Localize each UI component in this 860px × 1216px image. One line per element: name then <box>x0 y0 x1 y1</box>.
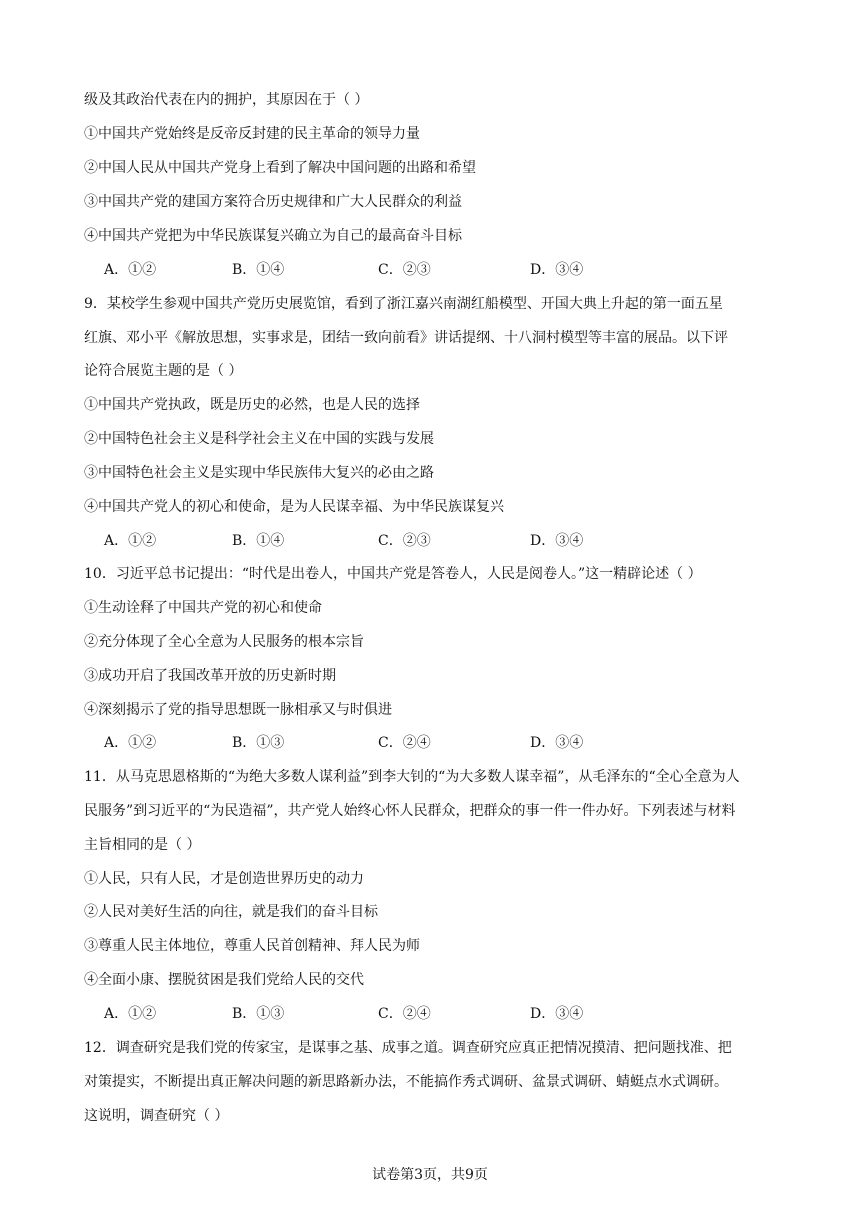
q10-option-b[interactable]: B．①③ <box>232 735 285 751</box>
q11-item-4: ④全面小康、摆脱贫困是我们党给人民的交代 <box>84 972 364 988</box>
q8-option-a[interactable]: A．①② <box>104 262 157 278</box>
q10-option-d[interactable]: D．③④ <box>530 735 584 751</box>
q11-option-c[interactable]: C．②④ <box>378 1006 431 1022</box>
q12-stem-line-1: 12．调查研究是我们党的传家宝，是谋事之基、成事之道。调查研究应真正把情况摸清、把问题找准、把 <box>84 1040 732 1056</box>
q10-stem-line-1: 10．习近平总书记提出：“时代是出卷人，中国共产党是答卷人，人民是阅卷人。”这一精辟论述（ ） <box>84 566 702 582</box>
q8-item-3: ③中国共产党的建国方案符合历史规律和广大人民群众的利益 <box>84 194 462 210</box>
q11-item-1: ①人民，只有人民，才是创造世界历史的动力 <box>84 871 364 887</box>
q10-item-3: ③成功开启了我国改革开放的历史新时期 <box>84 668 336 684</box>
q9-stem-line-2: 红旗、邓小平《解放思想，实事求是，团结一致向前看》讲话提纲、十八洞村模型等丰富的展品。以下评 <box>84 330 728 346</box>
q8-item-2: ②中国人民从中国共产党身上看到了解决中国问题的出路和希望 <box>84 160 476 176</box>
q10-item-4: ④深刻揭示了党的指导思想既一脉相承又与时俱进 <box>84 702 392 718</box>
page-footer: 试卷第3页，共9页 <box>372 1167 488 1183</box>
q11-stem-line-3: 主旨相同的是（ ） <box>84 837 201 853</box>
q8-item-1: ①中国共产党始终是反帝反封建的民主革命的领导力量 <box>84 126 420 142</box>
q9-stem-line-3: 论符合展览主题的是（ ） <box>84 363 243 379</box>
q9-option-c[interactable]: C．②③ <box>378 533 431 549</box>
q9-item-1: ①中国共产党执政，既是历史的必然，也是人民的选择 <box>84 397 420 413</box>
q8-item-4: ④中国共产党把为中华民族谋复兴确立为自己的最高奋斗目标 <box>84 228 462 244</box>
q8-stem-end: 级及其政治代表在内的拥护，其原因在于（ ） <box>84 92 369 108</box>
q10-item-1: ①生动诠释了中国共产党的初心和使命 <box>84 600 322 616</box>
q8-option-d[interactable]: D．③④ <box>530 262 584 278</box>
q11-option-d[interactable]: D．③④ <box>530 1006 584 1022</box>
q11-item-3: ③尊重人民主体地位，尊重人民首创精神、拜人民为师 <box>84 938 420 954</box>
q10-item-2: ②充分体现了全心全意为人民服务的根本宗旨 <box>84 634 364 650</box>
q10-option-c[interactable]: C．②④ <box>378 735 431 751</box>
q9-item-3: ③中国特色社会主义是实现中华民族伟大复兴的必由之路 <box>84 465 434 481</box>
q11-option-b[interactable]: B．①③ <box>232 1006 285 1022</box>
q12-stem-line-2: 对策提实，不断提出真正解决问题的新思路新办法，不能搞作秀式调研、盆景式调研、蜻蜓点水式调研。 <box>84 1074 728 1090</box>
q11-option-a[interactable]: A．①② <box>104 1006 157 1022</box>
q8-option-b[interactable]: B．①④ <box>232 262 285 278</box>
q11-stem-line-1: 11．从马克思恩格斯的“为绝大多数人谋利益”到李大钊的“为大多数人谋幸福”，从毛泽东的“全心全意为人 <box>84 769 740 785</box>
q12-stem-line-3: 这说明，调查研究（ ） <box>84 1108 229 1124</box>
q10-option-a[interactable]: A．①② <box>104 735 157 751</box>
q9-item-2: ②中国特色社会主义是科学社会主义在中国的实践与发展 <box>84 431 434 447</box>
q9-item-4: ④中国共产党人的初心和使命，是为人民谋幸福、为中华民族谋复兴 <box>84 499 504 515</box>
q11-stem-line-2: 民服务”到习近平的“为民造福”，共产党人始终心怀人民群众，把群众的事一件一件办好。下列表述与材料 <box>84 803 736 819</box>
q9-option-b[interactable]: B．①④ <box>232 533 285 549</box>
q9-option-a[interactable]: A．①② <box>104 533 157 549</box>
q11-item-2: ②人民对美好生活的向往，就是我们的奋斗目标 <box>84 904 378 920</box>
q8-option-c[interactable]: C．②③ <box>378 262 431 278</box>
q9-stem-line-1: 9．某校学生参观中国共产党历史展览馆，看到了浙江嘉兴南湖红船模型、开国大典上升起的第一面五星 <box>84 296 723 312</box>
q9-option-d[interactable]: D．③④ <box>530 533 584 549</box>
